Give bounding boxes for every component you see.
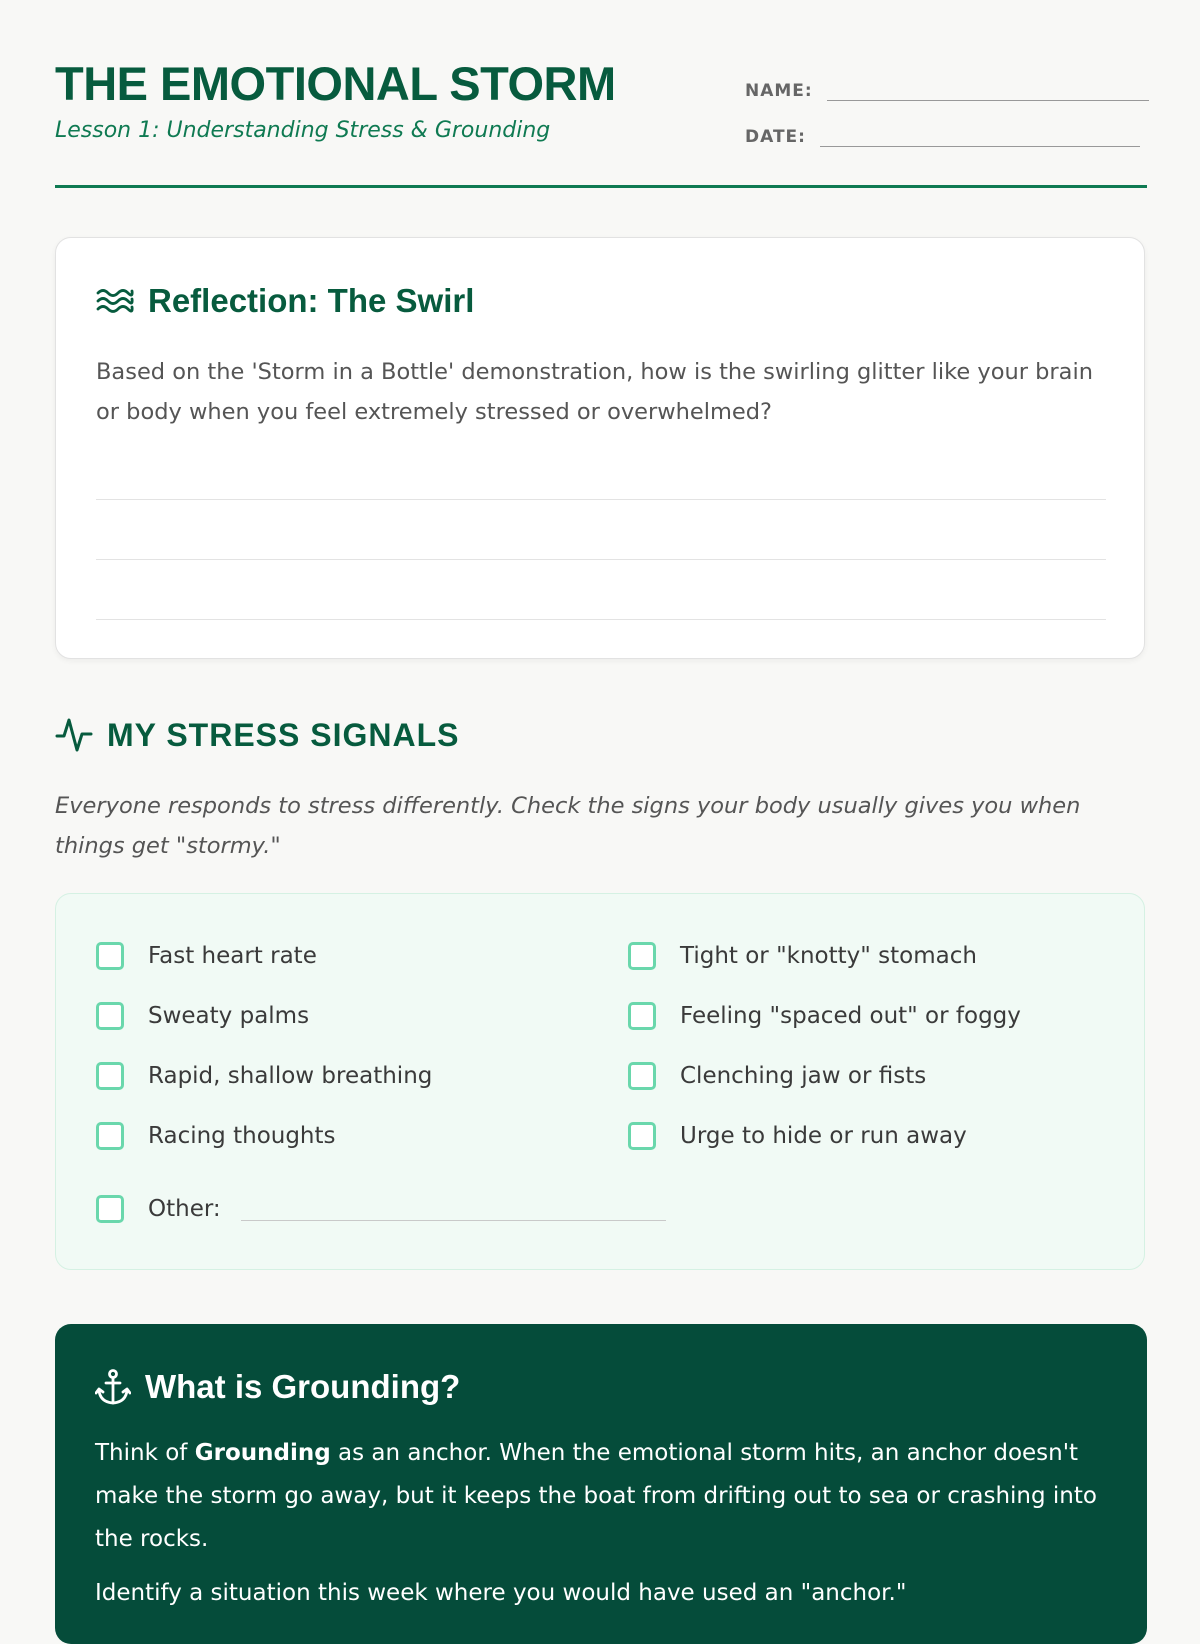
- grounding-text-prefix: Think of: [95, 1440, 195, 1466]
- checkbox[interactable]: [628, 1122, 656, 1150]
- checklist-item[interactable]: [628, 1119, 967, 1153]
- grounding-keyword: Grounding: [194, 1440, 331, 1466]
- grounding-title: What is Grounding?: [145, 1368, 461, 1405]
- checkbox[interactable]: [628, 1062, 656, 1090]
- checkbox[interactable]: [96, 942, 124, 970]
- checklist-item[interactable]: [96, 1059, 432, 1093]
- checklist-item-label: Fast heart rate: [148, 943, 317, 969]
- date-label: DATE:: [745, 127, 806, 147]
- checkbox[interactable]: [96, 1002, 124, 1030]
- reflection-card: [55, 237, 1145, 659]
- checklist-item-label: Rapid, shallow breathing: [148, 1063, 433, 1089]
- checklist-item-label: Racing thoughts: [148, 1123, 336, 1149]
- checkbox[interactable]: [628, 942, 656, 970]
- other-label: Other:: [148, 1196, 221, 1222]
- reflection-title: Reflection: The Swirl: [148, 282, 475, 319]
- name-label: NAME:: [745, 81, 813, 101]
- reflection-prompt: Based on the 'Storm in a Bottle' demonstration, how is the swirling glitter like your brain or body when you feel extremely stressed or overwhelmed?: [96, 359, 1093, 425]
- page-title: THE EMOTIONAL STORM: [55, 57, 616, 110]
- name-input-line[interactable]: [827, 74, 1149, 101]
- worksheet-header: [55, 0, 1147, 188]
- other-input-line[interactable]: [241, 1198, 666, 1221]
- reflection-heading: [96, 282, 474, 320]
- grounding-prompt: Identify a situation this week where you would have used an "anchor.": [95, 1580, 907, 1606]
- checklist-item[interactable]: [96, 939, 317, 973]
- lesson-subtitle: Lesson 1: Understanding Stress & Grounding: [55, 118, 551, 143]
- grounding-panel: [55, 1324, 1147, 1644]
- checklist-item-label: Sweaty palms: [148, 1003, 310, 1029]
- checklist-item-label: Tight or "knotty" stomach: [680, 943, 977, 969]
- stress-signals-title: MY STRESS SIGNALS: [107, 716, 460, 753]
- checklist-item[interactable]: [628, 939, 977, 973]
- checklist-item[interactable]: [96, 999, 309, 1033]
- name-field: [745, 74, 1149, 101]
- answer-line[interactable]: [96, 619, 1106, 620]
- checklist-item-label: Urge to hide or run away: [680, 1123, 967, 1149]
- checkbox[interactable]: [96, 1122, 124, 1150]
- checklist-item-label: Clenching jaw or fists: [680, 1063, 927, 1089]
- anchor-icon: [95, 1368, 131, 1406]
- checklist-item[interactable]: [96, 1119, 336, 1153]
- grounding-description: [95, 1432, 1115, 1561]
- checklist-item-label: Feeling "spaced out" or foggy: [680, 1003, 1021, 1029]
- worksheet-page: [55, 0, 1147, 1606]
- answer-line[interactable]: [96, 559, 1106, 560]
- checkbox[interactable]: [628, 1002, 656, 1030]
- grounding-heading: [95, 1368, 460, 1406]
- stress-checklist: [55, 893, 1145, 1270]
- stress-signals-intro: Everyone responds to stress differently. Check the signs your body usually gives you when things get "stormy.": [55, 793, 1081, 859]
- pulse-icon: [55, 716, 93, 754]
- checkbox[interactable]: [96, 1062, 124, 1090]
- date-input-line[interactable]: [820, 120, 1140, 147]
- answer-line[interactable]: [96, 499, 1106, 500]
- grounding-text-rest: as an anchor. When the emotional storm hits, an anchor doesn't make the storm go away, but it keeps the boat from drifting out to sea or crashing into the rocks.: [95, 1440, 1097, 1552]
- waves-icon: [96, 287, 134, 315]
- stress-signals-heading: [55, 716, 459, 754]
- date-field: [745, 120, 1140, 147]
- checkbox[interactable]: [96, 1195, 124, 1223]
- checklist-item[interactable]: [628, 1059, 926, 1093]
- checklist-item[interactable]: [628, 999, 1021, 1033]
- checklist-item-other[interactable]: [96, 1192, 666, 1226]
